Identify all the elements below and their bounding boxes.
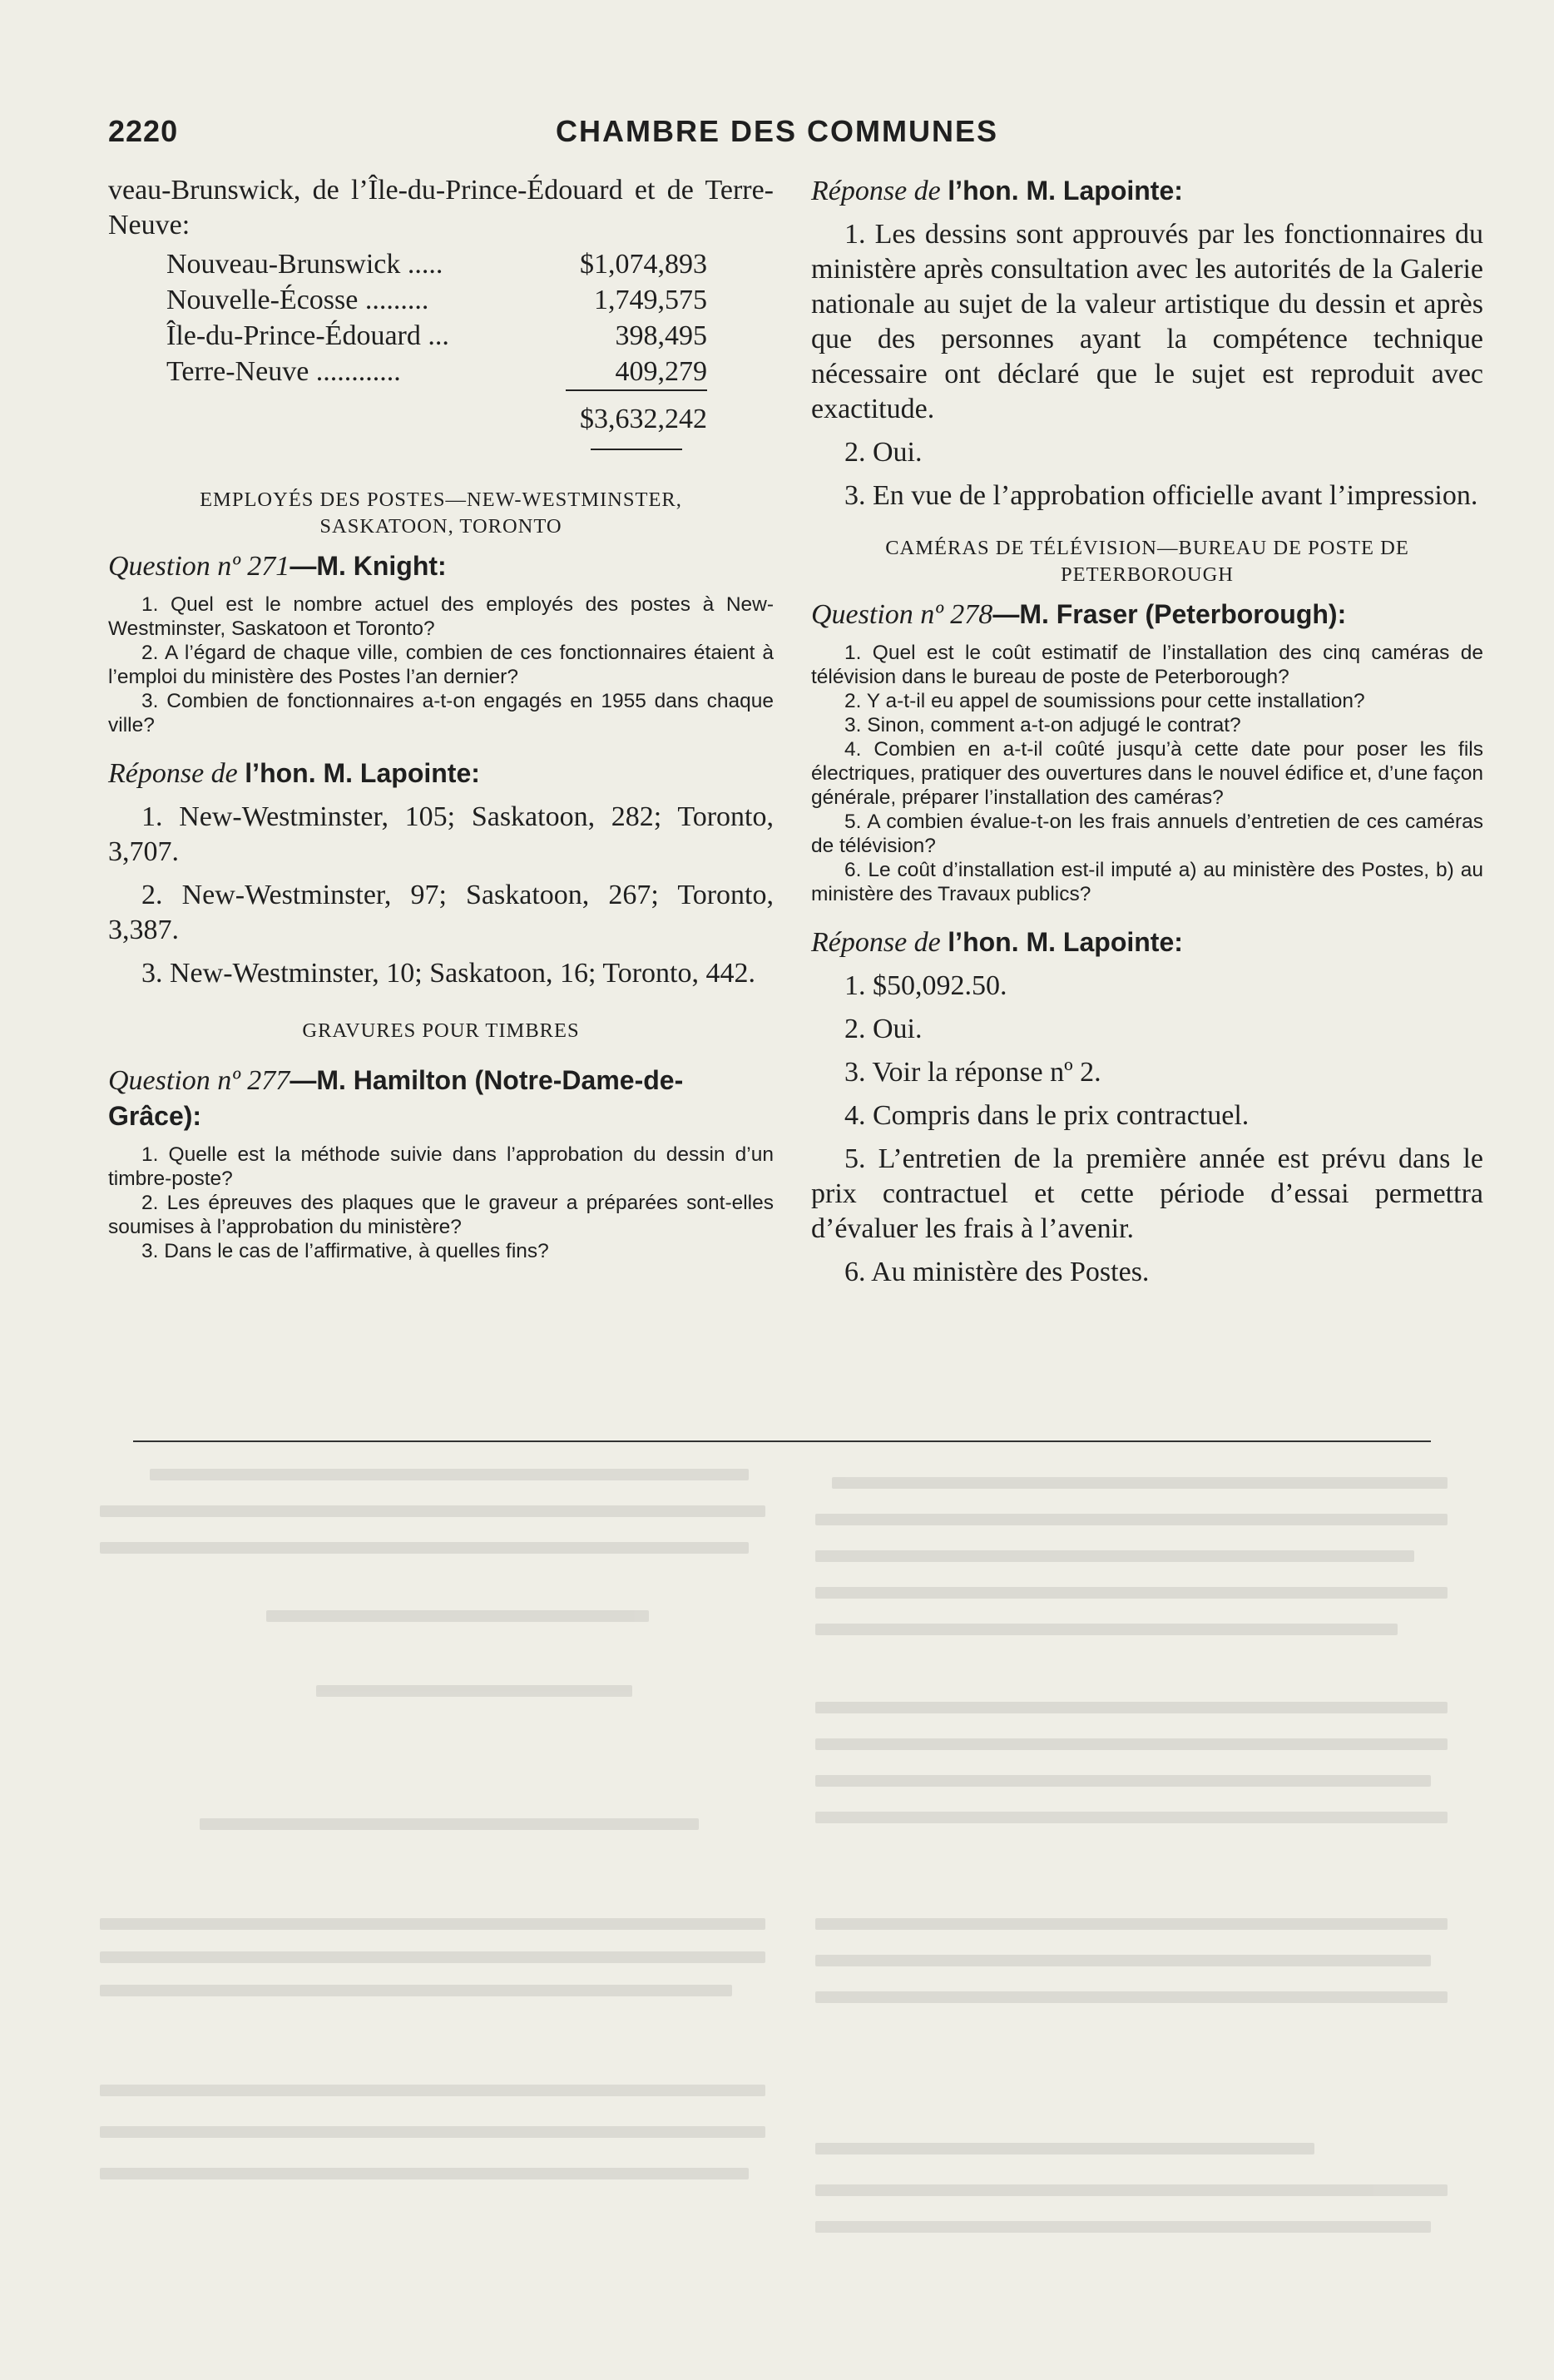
province-row [166,318,707,354]
intro-paragraph: veau-Brunswick, de l’Île-du-Prince-Édouard et de Terre-Neuve: [108,175,774,240]
question-item: 1. Quel est le coût estimatif de l’installation des cinq caméras de télévision dans le bureau de poste de Peterborough? [811,642,1483,688]
question-item: 5. A combien évalue-t-on les frais annuels d’entretien de ces caméras de télévision? [811,811,1483,857]
province-row [166,282,707,318]
right-column [811,173,1483,1290]
answer-item: 1. Les dessins sont approuvés par les fonctionnaires du ministère après consultation avec les autorités de la Galerie nationale au sujet de la valeur artistique du dessin et après que des personnes ayant la compétence technique nécessaire ont déclaré que le sujet est reproduit avec exactitude. [811,219,1483,424]
question-number: Question nº 277 [108,1065,290,1096]
question-item: 3. Combien de fonctionnaires a-t-on engagés en 1955 dans chaque ville? [108,690,774,736]
province-name: Nouveau-Brunswick ..... [166,249,443,280]
section-heading-line: PETERBOROUGH [1060,563,1234,586]
section-heading-gravures: GRAVURES POUR TIMBRES [302,1019,580,1042]
province-amount: 409,279 [615,356,707,387]
province-amount: 1,749,575 [594,285,707,315]
reply-heading [108,756,774,791]
section-heading-line: SASKATOON, TORONTO [319,515,562,538]
reply-heading [811,173,1483,209]
reply-member: l’hon. M. Lapointe: [948,927,1183,957]
answer-item: 4. Compris dans le prix contractuel. [844,1100,1250,1131]
answer-item: 1. $50,092.50. [844,970,1007,1001]
province-total: $3,632,242 [580,404,707,434]
section-heading-line: EMPLOYÉS DES POSTES—NEW-WESTMINSTER, [200,488,682,511]
answer-item: 6. Au ministère des Postes. [844,1257,1150,1287]
province-name: Nouvelle-Écosse ......... [166,285,429,315]
left-column [108,173,774,1263]
province-row [166,354,707,389]
question-item: 2. A l’égard de chaque ville, combien de ces fonctionnaires étaient à l’emploi du ministère des Postes l’an dernier? [108,642,774,688]
reply-prefix: Réponse de [811,927,941,958]
total-rule [591,449,682,450]
question-number: Question nº 271 [108,551,290,582]
answer-item: 5. L’entretien de la première année est prévu dans le prix contractuel et cette période d’essai permettra d’évaluer les frais à l’avenir. [811,1143,1483,1244]
province-name: Île-du-Prince-Édouard ... [166,320,449,351]
page-number: 2220 [108,114,179,148]
reply-heading [811,925,1483,960]
province-name: Terre-Neuve ............ [166,356,401,387]
section-heading-cameras [811,535,1483,588]
reply-member: l’hon. M. Lapointe: [245,758,480,788]
question-item: 4. Combien en a-t-il coûté jusqu’à cette date pour poser les fils électriques, pratiquer des ouvertures dans le nouvel édifice et, d’une façon générale, préparer l’installation des caméras? [811,738,1483,809]
answer-item: 3. New-Westminster, 10; Saskatoon, 16; Toronto, 442. [141,958,755,989]
question-item: 2. Y a-t-il eu appel de soumissions pour cette installation? [844,690,1365,712]
question-member: —M. Knight: [290,551,447,581]
question-item: 6. Le coût d’installation est-il imputé a) au ministère des Postes, b) au ministère des Travaux publics? [811,859,1483,905]
answer-item: 2. Oui. [844,437,923,468]
question-member: —M. Fraser (Peterborough): [992,599,1347,629]
section-heading-line: CAMÉRAS DE TÉLÉVISION—BUREAU DE POSTE DE [885,537,1409,559]
province-row [166,246,707,282]
province-amount: $1,074,893 [580,249,707,280]
province-table [166,246,707,450]
question-277-heading [108,1063,774,1134]
province-amount: 398,495 [615,320,707,351]
sum-rule [566,389,707,391]
question-member: —M. Hamilton (Notre-Dame-de-Grâce): [108,1065,684,1131]
column-end-rule [133,1440,1431,1442]
answer-item: 2. New-Westminster, 97; Saskatoon, 267; Toronto, 3,387. [108,880,774,945]
answer-item: 1. New-Westminster, 105; Saskatoon, 282; Toronto, 3,707. [108,801,774,867]
question-271-heading [108,548,774,584]
question-item: 3. Sinon, comment a-t-on adjugé le contrat? [844,714,1241,736]
reply-prefix: Réponse de [811,176,941,206]
question-item: 1. Quelle est la méthode suivie dans l’approbation du dessin d’un timbre-poste? [108,1143,774,1190]
answer-item: 3. Voir la réponse nº 2. [844,1057,1101,1088]
question-item: 1. Quel est le nombre actuel des employés des postes à New-Westminster, Saskatoon et Toronto? [108,593,774,640]
reply-prefix: Réponse de [108,758,238,789]
answer-item: 3. En vue de l’approbation officielle avant l’impression. [844,480,1478,511]
bleed-through-texture [100,1452,1464,2326]
running-head: CHAMBRE DES COMMUNES [555,114,998,148]
answer-item: 2. Oui. [844,1014,923,1044]
section-heading-employes [108,487,774,540]
question-item: 2. Les épreuves des plaques que le graveur a préparées sont-elles soumises à l’approbation du ministère? [108,1192,774,1238]
question-278-heading [811,597,1483,632]
reply-member: l’hon. M. Lapointe: [948,176,1183,206]
question-item: 3. Dans le cas de l’affirmative, à quelles fins? [141,1240,549,1262]
question-number: Question nº 278 [811,599,993,630]
